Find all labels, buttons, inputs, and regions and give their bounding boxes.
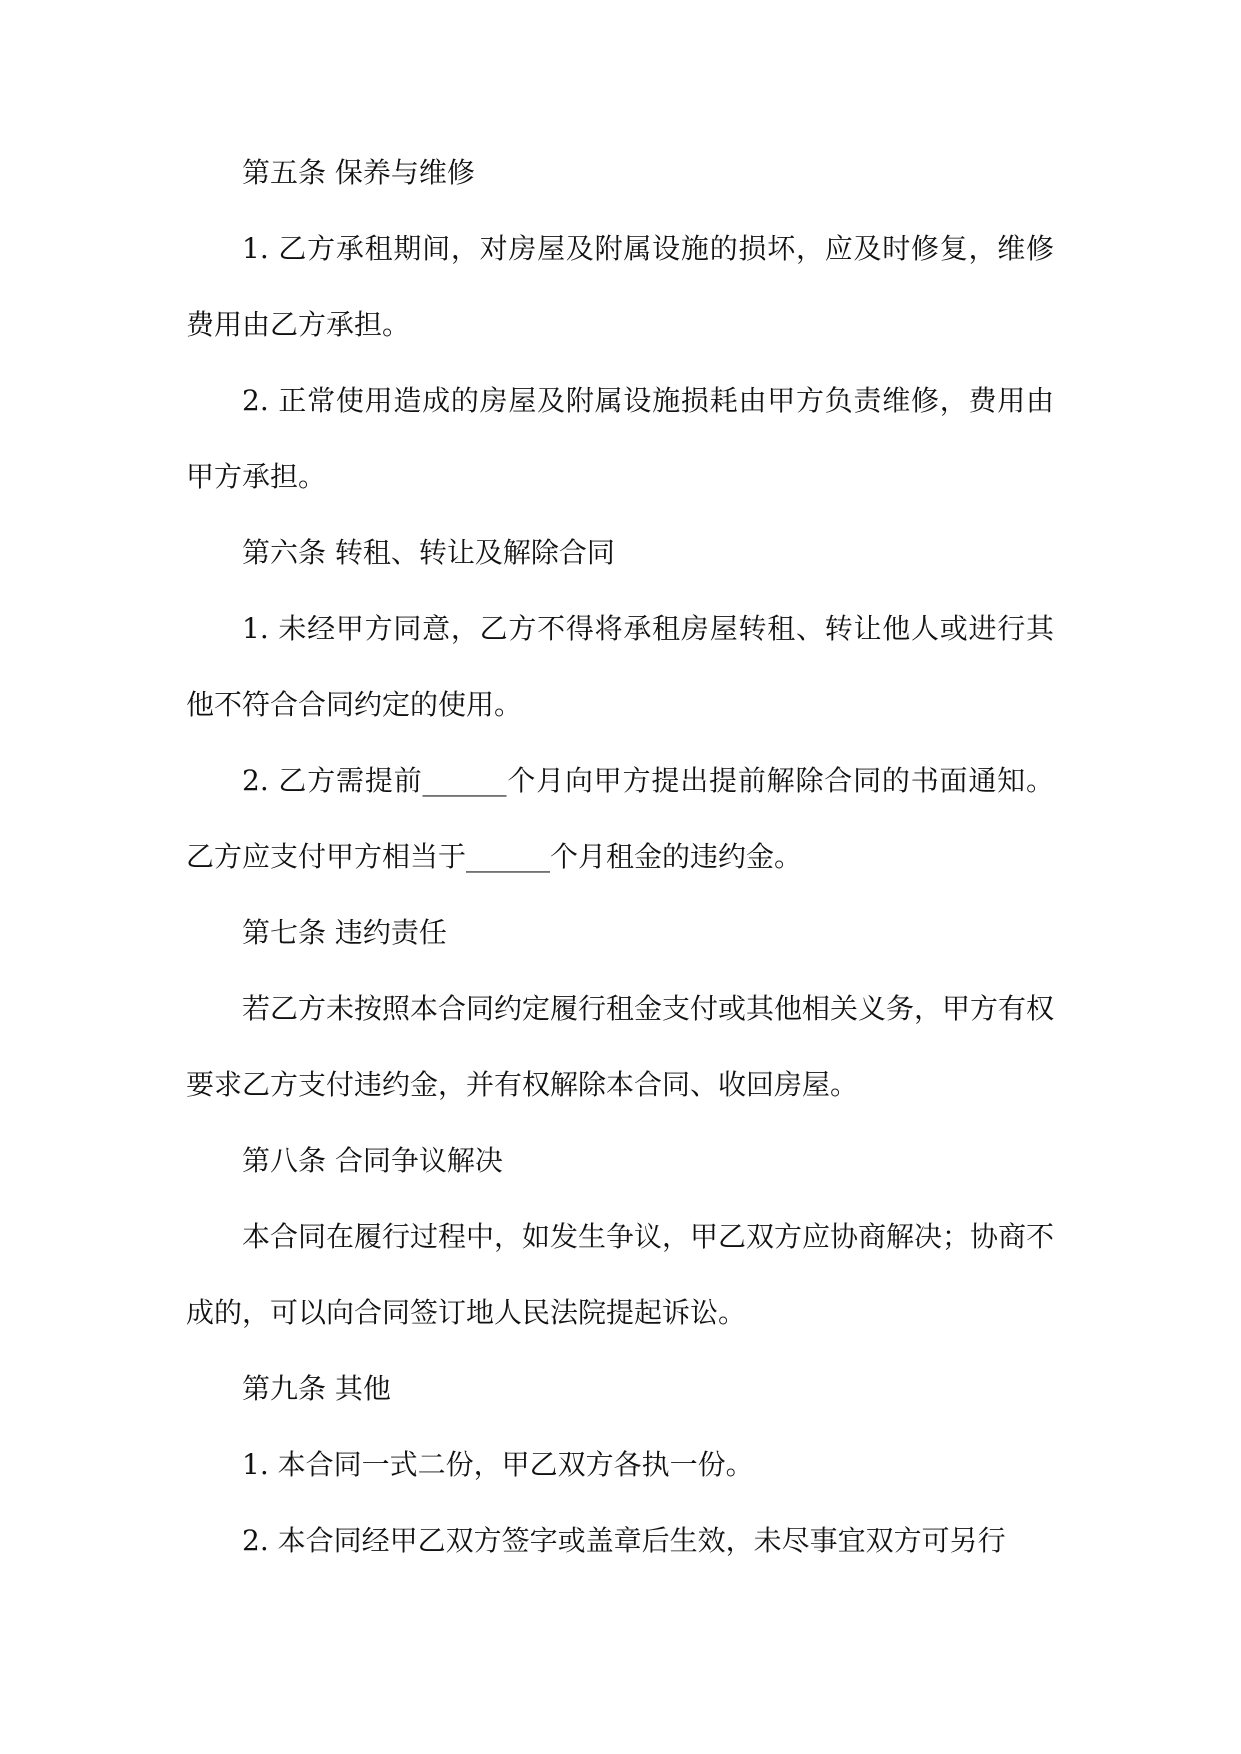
article-9-clause-2: 2. 本合同经甲乙双方签字或盖章后生效，未尽事宜双方可另行 xyxy=(242,1524,1006,1557)
article-8-body: 本合同在履行过程中，如发生争议，甲乙双方应协商解决；协商不成的，可以向合同签订地人民法院提起诉讼。 xyxy=(186,1220,1055,1329)
article-7-body: 若乙方未按照本合同约定履行租金支付或其他相关义务，甲方有权要求乙方支付违约金，并有权解除本合同、收回房屋。 xyxy=(186,992,1055,1101)
article-8-heading: 第八条 合同争议解决 xyxy=(242,1144,503,1177)
article-9-clause-1: 1. 本合同一式二份，甲乙双方各执一份。 xyxy=(242,1448,754,1481)
article-6-heading: 第六条 转租、转让及解除合同 xyxy=(242,536,615,569)
article-6-clause-2: 2. 乙方需提前______个月向甲方提出提前解除合同的书面通知。乙方应支付甲方相当于______个月租金的违约金。 xyxy=(186,764,1054,873)
document-body xyxy=(186,135,1054,1579)
article-5-clause-1: 1. 乙方承租期间，对房屋及附属设施的损坏，应及时修复，维修费用由乙方承担。 xyxy=(186,232,1054,341)
article-5-heading: 第五条 保养与维修 xyxy=(242,156,475,189)
article-9-heading: 第九条 其他 xyxy=(242,1372,391,1405)
article-6-clause-1: 1. 未经甲方同意，乙方不得将承租房屋转租、转让他人或进行其他不符合合同约定的使用。 xyxy=(186,612,1054,721)
article-5-clause-2: 2. 正常使用造成的房屋及附属设施损耗由甲方负责维修，费用由甲方承担。 xyxy=(186,384,1054,493)
article-7-heading: 第七条 违约责任 xyxy=(242,916,447,949)
